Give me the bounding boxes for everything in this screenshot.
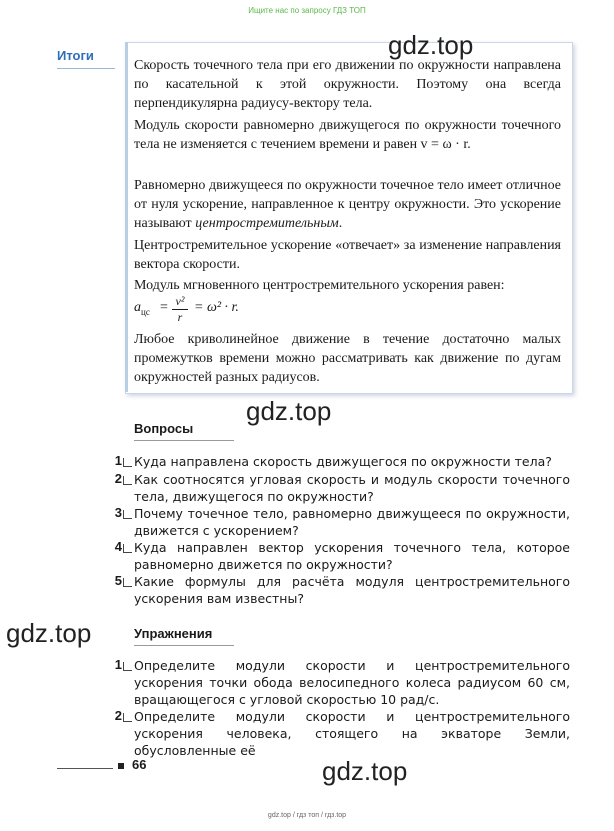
formula-lhs: a [134, 300, 141, 315]
centripetal-term: центростремительным [195, 216, 339, 231]
question-4-number: 4 [114, 539, 122, 554]
question-2-marker [123, 476, 132, 485]
question-5-marker [123, 578, 132, 587]
question-3-number: 3 [114, 505, 122, 520]
questions-title: Вопросы [134, 421, 194, 436]
summary-paragraph-3: Равномерно движущееся по окружности точечное тело имеет отличное от нуля ускорение, направленное к центру окружности. Это ускорение называют центростремительным. [134, 178, 561, 231]
summary-paragraph-1: Скорость точечного тела при его движении по окружности направлена по касательной к этой окружности. Поэтому она всегда перпендикулярна радиусу-вектору тела. [134, 58, 561, 111]
watermark-3: gdz.top [6, 618, 92, 648]
formula-denominator: r [177, 310, 183, 324]
summary-paragraph-6: Любое криволинейное движение в течение достаточно малых промежутков времени можно рассматривать как движение по дугам окружностей разных радиусов. [134, 332, 561, 385]
page-number-rule [57, 768, 113, 769]
question-4-text: Куда направлен вектор ускорения точечного тела, которое равномерно движется по окружности? [134, 540, 570, 572]
exercise-2-number: 2 [114, 708, 122, 723]
formula-lhs-subscript: цс [141, 306, 150, 317]
question-1-text: Куда направлена скорость движущегося по окружности тела? [134, 454, 552, 469]
summary-label-underline [57, 68, 115, 69]
formula-fraction [172, 294, 188, 325]
formula-numerator: v² [172, 294, 188, 310]
question-1-number: 1 [114, 453, 122, 468]
question-5-text: Какие формулы для расчёта модуля центростремительного ускорения вам известны? [134, 574, 570, 606]
exercise-1-text: Определите модули скорости и центростремительного ускорения точки обода велосипедного колеса радиусом 60 см, вращающегося с угловой скоростью 10 рад/с. [134, 658, 570, 707]
question-5-number: 5 [114, 573, 122, 588]
watermark-1: gdz.top [388, 30, 474, 60]
exercises-title-underline [134, 645, 234, 646]
exercises-title: Упражнения [134, 626, 213, 641]
summary-box-accent [125, 42, 128, 392]
centripetal-formula: $a_{цс}$ = $\frac{\text{v²}}{r}$ = ω² · r. [134, 294, 239, 324]
page-number: 66 [132, 757, 147, 772]
exercise-2-text: Определите модули скорости и центростремительного ускорения человека, стоящего на экваторе Земли, обусловленные её [134, 709, 570, 758]
question-3-marker [123, 510, 132, 519]
questions-title-underline [134, 440, 234, 441]
formula-rhs: = ω² · r. [194, 300, 239, 315]
summary-paragraph-3-text: Равномерно движущееся по окружности точечное тело имеет отличное от нуля ускорение, направленное к центру окружности. Это ускорение называют [134, 178, 561, 231]
question-1-marker [123, 458, 132, 467]
question-4-marker [123, 544, 132, 553]
page-number-marker [118, 763, 124, 769]
question-2-number: 2 [114, 471, 122, 486]
summary-paragraph-2: Модуль скорости равномерно движущегося по окружности точечного тела не изменяется с течением времени и равен v = ω · r. [134, 118, 561, 152]
footer-watermark: gdz.top / гдз топ / гдз.top [267, 812, 347, 819]
summary-paragraph-4: Центростремительное ускорение «отвечает» за изменение направления вектора скорости. [134, 238, 561, 272]
question-3-text: Почему точечное тело, равномерно движущееся по окружности, движется с ускорением? [134, 506, 570, 538]
exercise-1-marker [123, 662, 132, 671]
watermark-2: gdz.top [246, 396, 332, 426]
exercise-1-number: 1 [114, 657, 122, 672]
summary-paragraph-5: Модуль мгновенного центростремительного ускорения равен: [134, 278, 505, 293]
watermark-4: gdz.top [322, 756, 408, 786]
top-banner: Ищите нас по запросу ГДЗ ТОП [248, 6, 366, 15]
summary-label: Итоги [57, 48, 94, 63]
question-2-text: Как соотносятся угловая скорость и модуль скорости точечного тела, движущегося по окружности? [134, 472, 570, 504]
exercise-2-marker [123, 713, 132, 722]
